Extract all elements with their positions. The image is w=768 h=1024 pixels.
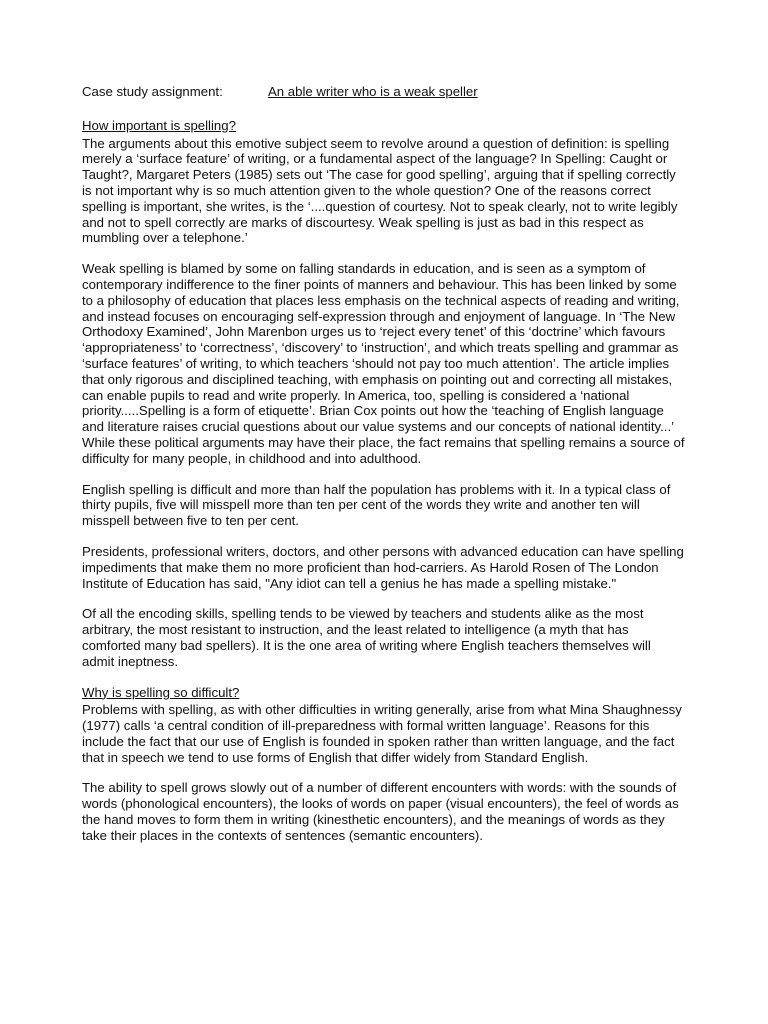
section-importance	[82, 118, 686, 670]
paragraph: English spelling is difficult and more than half the population has problems with it. In a typical class of thirty pupils, five will misspell more than ten per cent of the words they write and another ten will misspell between five to ten per cent.	[82, 481, 671, 529]
section-heading: How important is spelling?	[82, 117, 236, 133]
paragraph: The arguments about this emotive subject seem to revolve around a question of definition: is spelling merely a ‘surface feature’ of writing, or a fundamental aspect of the language? In Spelling: Caught or Taught?, Margaret Peters (1985) sets out ‘The case for good spelling’, arguing that if spelling correctly is not important why is so much attention given to the whole question? One of the reasons correct spelling is important, she writes, is the ‘....question of courtesy. Not to speak clearly, not to write legibly and not to spell correctly are marks of discourtesy. Weak spelling is just as bad in this respect as mumbling over a telephone.’	[82, 135, 678, 246]
paragraph: Weak spelling is blamed by some on falling standards in education, and is seen as a symptom of contemporary indifference to the finer points of manners and behaviour. This has been linked by some to a philosophy of education that places less emphasis on the technical aspects of reading and writing, and instead focuses on encouraging self-expression through and enjoyment of language. In ‘The New Orthodoxy Examined’, John Marenbon urges us to ‘reject every tenet’ of this ‘doctrine’ which favours ‘appropriateness’ to ‘correctness’, ‘discovery’ to ‘instruction’, and which treats spelling and grammar as ‘surface features’ of writing, to which teachers ‘should not pay too much attention’. The article implies that only rigorous and disciplined teaching, with emphasis on pointing out and correcting all mistakes, can enable pupils to read and write properly. In America, too, spelling is considered a ‘national priority.....Spelling is a form of etiquette’. Brian Cox points out how the ‘teaching of English language and literature raises crucial questions about our value systems and our concepts of national identity...’ While these political arguments may have their place, the fact remains that spelling remains a source of difficulty for many people, in childhood and into adulthood.	[82, 261, 685, 466]
assignment-label: Case study assignment:	[82, 84, 223, 99]
section-difficulty	[82, 685, 686, 844]
document-title: An able writer who is a weak speller	[268, 84, 478, 99]
document-page	[82, 84, 686, 859]
title-row	[82, 84, 686, 100]
paragraph: The ability to spell grows slowly out of a number of different encounters with words: with the sounds of words (phonological encounters), the looks of words on paper (visual encounters), the feel of words as the hand moves to form them in writing (kinesthetic encounters), and the meanings of words as they take their places in the contexts of sentences (semantic encounters).	[82, 780, 679, 843]
paragraph: Presidents, professional writers, doctors, and other persons with advanced education can have spelling impediments that make them no more proficient than hod-carriers. As Harold Rosen of The London Institute of Education has said, "Any idiot can tell a genius he has made a spelling mistake."	[82, 543, 684, 591]
paragraph: Problems with spelling, as with other difficulties in writing generally, arise from what Mina Shaughnessy (1977) calls ‘a central condition of ill-preparedness with formal written language’. Reasons for this include the fact that our use of English is founded in spoken rather than written language, and the fact that in speech we tend to use forms of English that differ widely from Standard English.	[82, 702, 682, 765]
paragraph: Of all the encoding skills, spelling tends to be viewed by teachers and students alike as the most arbitrary, the most resistant to instruction, and the least related to intelligence (a myth that has comforted many bad spellers). It is the one area of writing where English teachers themselves will admit ineptness.	[82, 606, 651, 669]
section-heading: Why is spelling so difficult?	[82, 684, 240, 700]
